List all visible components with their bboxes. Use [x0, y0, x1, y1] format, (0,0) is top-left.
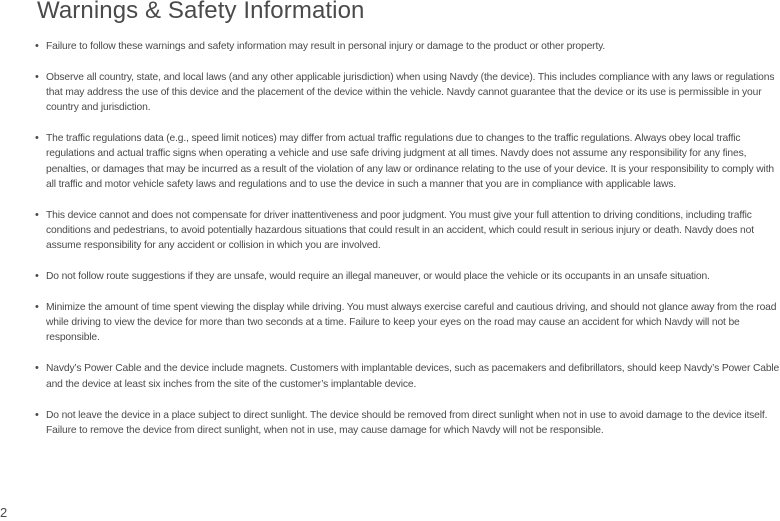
bullet: • [35, 71, 39, 84]
warning-text: This device cannot and does not compensate for driver inattentiveness and poor judgment. You must give your full attention to driving conditions, including traffic conditions and pedestrians, to avoid potentially hazardous situations that could result in an accident, which could result in serious injury or death. Navdy does not assume responsibility for any accident or collision in which you are involved. [46, 209, 754, 251]
warning-item-route-suggestions [35, 269, 780, 284]
bullet: • [35, 408, 39, 421]
warning-item-traffic-regulations [35, 131, 780, 191]
warning-item-direct-sunlight [35, 408, 780, 438]
bullet: • [35, 270, 39, 283]
warning-text: The traffic regulations data (e.g., speed limit notices) may differ from actual traffic regulations due to changes to the traffic regulations. Always obey local traffic regulations and actual traffic signs when operating a vehicle and use safe driving judgment at all times. Navdy does not assume any responsibility for any fines, penalties, or damages that may be incurred as a result of the violation of any law or ordinance relating to the use of your device. It is your responsibility to comply with all traffic and motor vehicle safety laws and regulations and to use the device in such a manner that you are in compliance with applicable laws. [46, 133, 774, 190]
warning-text: Minimize the amount of time spent viewing the display while driving. You must always exercise careful and cautious driving, and should not glance away from the road while driving to view the device for more than two seconds at a time. Failure to keep your eyes on the road may cause an accident for which Navdy will not be responsible. [46, 302, 777, 344]
warning-text: Do not leave the device in a place subject to direct sunlight. The device should be removed from direct sunlight when not in use to avoid damage to the device itself. Failure to remove the device from direct sunlight, when not in use, may cause damage for which Navdy will not be responsible. [46, 409, 768, 436]
warning-text: Navdy’s Power Cable and the device include magnets. Customers with implantable devices, such as pacemakers and defibrillators, should keep Navdy’s Power Cable and the device at least six inches from the site of the customer’s implantable device. [46, 363, 780, 390]
page-title: Warnings & Safety Information [37, 0, 365, 24]
bullet: • [35, 132, 39, 145]
bullet: • [35, 40, 39, 52]
page-number: 2 [0, 505, 8, 520]
warning-item-observe-laws [35, 70, 780, 115]
warning-item-driver-attention [35, 208, 780, 253]
warning-text: Failure to follow these warnings and safety information may result in personal injury or damage to the product or other property. [46, 41, 606, 52]
warning-item-magnets [35, 361, 780, 391]
warning-text: Do not follow route suggestions if they are unsafe, would require an illegal maneuver, or would place the vehicle or its occupants in an unsafe situation. [46, 271, 710, 283]
bullet: • [35, 362, 39, 375]
bullet: • [35, 301, 39, 314]
warning-item-failure-to-follow [35, 39, 780, 54]
bullet: • [35, 208, 39, 221]
warning-item-minimize-viewing [35, 300, 780, 345]
warnings-list [35, 39, 780, 454]
warning-text: Observe all country, state, and local laws (and any other applicable jurisdiction) when using Navdy (the device). This includes compliance with any laws or regulations that may address the use of this device and the placement of the device within the vehicle. Navdy cannot guarantee that the device or its use is permissible in your country and jurisdiction. [46, 72, 775, 114]
